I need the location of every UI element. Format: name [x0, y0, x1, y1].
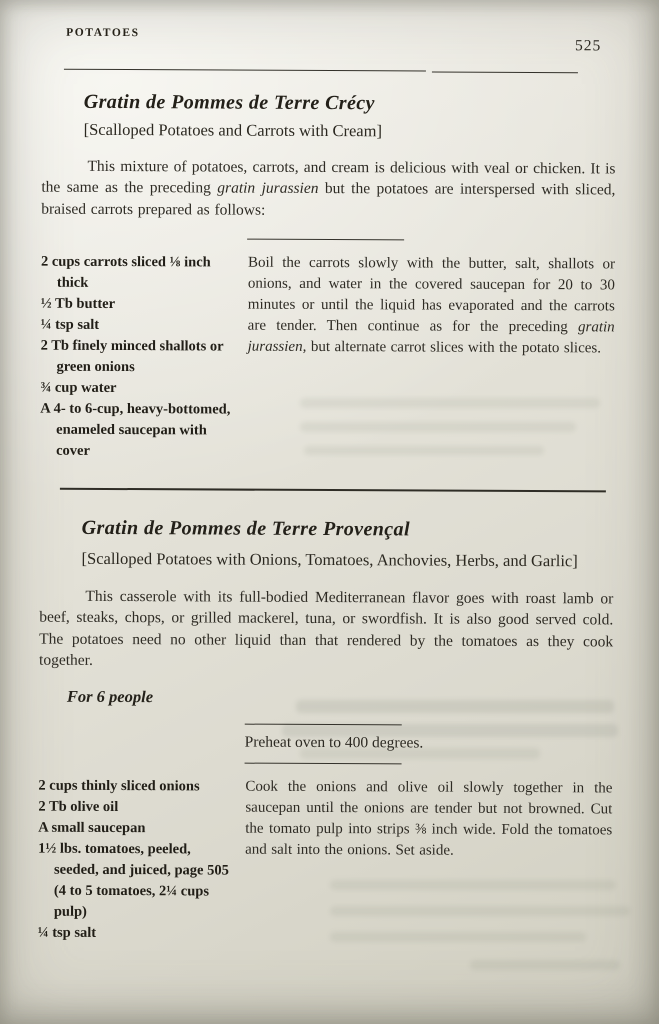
ingredient-item: 2 Tb finely minced shallots or green onions [40, 337, 224, 376]
running-head: POTATOES [66, 26, 140, 40]
section-divider-rule [60, 488, 606, 493]
recipe-columns-crecy [40, 252, 615, 465]
recipe-title-provencal: Gratin de Pommes de Terre Provençal [81, 517, 410, 541]
ingredient-item: 2 cups carrots sliced ⅛ inch thick [40, 253, 211, 292]
page-number: 525 [575, 37, 602, 55]
italic-term: gratin jurassien, [247, 319, 615, 356]
header-rule [64, 69, 578, 74]
ingredient-item: 1½ lbs. tomatoes, peeled, seeded, and juiced, page 505 (4 to 5 tomatoes, 2¼ cups pulp) [38, 840, 229, 921]
recipe-provencal-section [38, 517, 614, 947]
ingredient-item: ½ Tb butter [40, 295, 116, 313]
instruction-paragraph-provencal: Cook the onions and olive oil slowly together in the saucepan until the onions are tender but not browned. Cut the tomato pulp into strips ⅜ inch wide. Fold the tomatoes and salt into the onions. Set aside. [245, 778, 613, 860]
recipe-subtitle-provencal: [Scalloped Potatoes with Onions, Tomatoes, Anchovies, Herbs, and Garlic] [81, 549, 578, 571]
instruction-text: but alternate carrot slices with the potato slices. [306, 339, 602, 357]
recipe-columns-provencal [38, 776, 613, 947]
ingredient-list-crecy [40, 252, 235, 463]
ingredient-item: 2 Tb olive oil [38, 798, 119, 816]
ingredient-item: ¼ tsp salt [40, 316, 100, 334]
recipe-title-crecy: Gratin de Pommes de Terre Crécy [83, 90, 375, 115]
intro-paragraph-crecy [41, 156, 615, 223]
intro-paragraph-provencal: This casserole with its full-bodied Mediterranean flavor goes with roast lamb or beef, steaks, chops, or grilled mackerel, tuna, or swordfish. It is also good served cold. The potatoes need no other liquid than that rendered by the tomatoes as they cook together. [39, 587, 614, 669]
header-rule-left-segment [64, 69, 426, 73]
page-body [38, 91, 616, 947]
recipe-crecy-section [40, 91, 616, 465]
ingredient-item: A 4- to 6-cup, heavy-bottomed, enameled saucepan with cover [40, 400, 231, 460]
ingredient-item: A small saucepan [38, 819, 146, 837]
intro-text: but the potatoes are interspersed with sliced, braised carrots prepared as follows: [41, 180, 616, 219]
preheat-rule-top [245, 724, 402, 726]
column-rule [247, 239, 404, 241]
ingredient-item: ¼ tsp salt [37, 924, 97, 942]
header-rule-right-segment [432, 72, 578, 74]
ingredient-item: 2 cups thinly sliced onions [38, 777, 200, 795]
preheat-note: Preheat oven to 400 degrees. [244, 733, 424, 752]
ingredient-item: ¾ cup water [40, 379, 117, 397]
column-gap [232, 777, 246, 945]
instruction-text: Boil the carrots slowly with the butter, salt, shallots or onions, and water in the covered saucepan for 20 to 30 minutes or until the liquid has evaporated and the carrots are tender. Then continue as for the preceding [247, 254, 616, 336]
ingredient-list-provencal [38, 776, 233, 945]
italic-term: gratin jurassien [217, 179, 319, 198]
recipe-subtitle-crecy: [Scalloped Potatoes and Carrots with Cream] [83, 119, 383, 141]
serving-note: For 6 people [66, 687, 154, 707]
instruction-paragraph-crecy [247, 253, 615, 465]
preheat-rule-bottom [245, 763, 402, 765]
intro-text: This mixture of potatoes, carrots, and cream is delicious with veal or chicken. It is the same as the preceding [41, 157, 616, 197]
column-gap [234, 253, 248, 463]
preheat-block [245, 724, 475, 765]
